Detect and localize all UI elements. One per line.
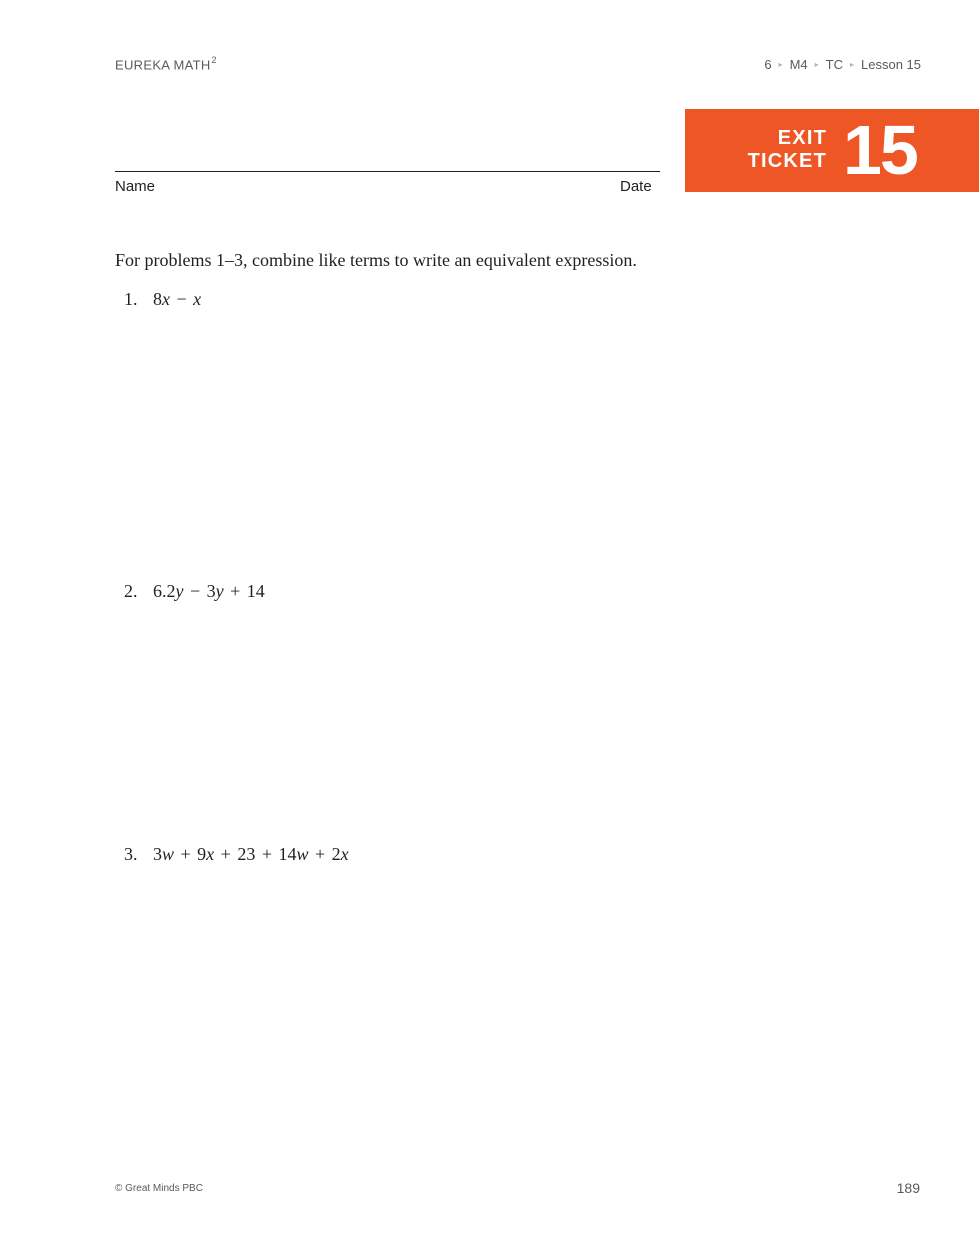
brand-name: EUREKA MATH [115, 57, 211, 73]
copyright-notice: © Great Minds PBC [115, 1183, 203, 1194]
problem-expression: 6.2y − 3y + 14 [153, 581, 265, 601]
date-label: Date [620, 178, 652, 195]
brand-superscript: 2 [211, 55, 217, 65]
breadcrumb [764, 57, 921, 72]
exit-ticket-line2: TICKET [747, 150, 827, 172]
brand-logo [115, 56, 217, 72]
exit-ticket-number: 15 [843, 111, 917, 189]
problem-expression: 3w + 9x + 23 + 14w + 2x [153, 844, 349, 864]
breadcrumb-separator-icon: ▸ [814, 60, 819, 69]
problem-number: 2. [124, 581, 138, 601]
breadcrumb-module: M4 [789, 57, 808, 72]
problem-3 [124, 844, 349, 865]
exit-ticket-title [748, 127, 827, 173]
name-label: Name [115, 178, 156, 195]
breadcrumb-grade: 6 [764, 57, 772, 72]
breadcrumb-separator-icon: ▸ [778, 60, 783, 69]
exit-ticket-banner [685, 109, 979, 192]
instructions-text: For problems 1–3, combine like terms to write an equivalent expression. [115, 250, 637, 270]
name-date-line[interactable] [115, 171, 660, 172]
breadcrumb-lesson: Lesson 15 [861, 57, 921, 72]
problem-number: 1. [124, 289, 138, 309]
exit-ticket-line1: EXIT [777, 127, 827, 149]
problem-2 [124, 581, 265, 602]
breadcrumb-topic: TC [825, 57, 843, 72]
page-number: 189 [896, 1180, 920, 1196]
breadcrumb-separator-icon: ▸ [849, 60, 854, 69]
problem-expression: 8x − x [153, 289, 202, 309]
problem-1 [124, 289, 201, 310]
problem-number: 3. [124, 844, 138, 864]
